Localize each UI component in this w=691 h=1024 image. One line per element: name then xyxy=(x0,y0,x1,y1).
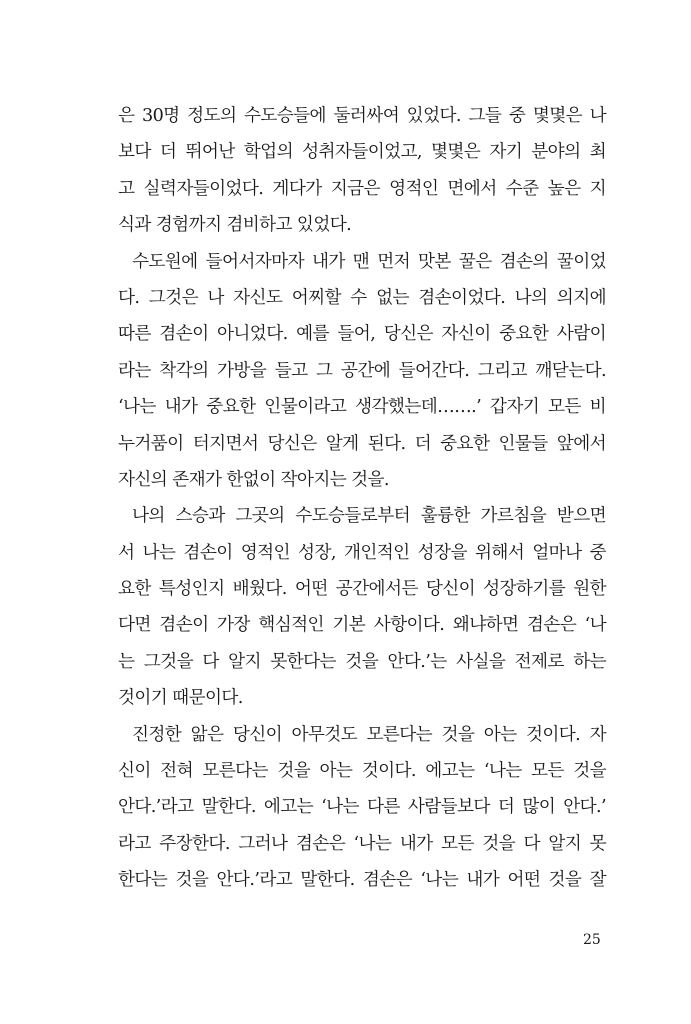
text-line: 안다.’라고 말한다. 에고는 ‘나는 다른 사람들보다 더 많이 안다.’ xyxy=(118,797,606,818)
page-number: 25 xyxy=(583,932,601,948)
text-line: 서 나는 겸손이 영적인 성장, 개인적인 성장을 위해서 얼마나 중 xyxy=(118,542,606,563)
text-line: 고 실력자들이었다. 게다가 지금은 영적인 면에서 수준 높은 지 xyxy=(118,178,606,199)
text-line: 라고 주장한다. 그러나 겸손은 ‘나는 내가 모든 것을 다 알지 못 xyxy=(118,833,606,854)
text-line: 자신의 존재가 한없이 작아지는 것을. xyxy=(118,469,389,490)
text-line: 한다는 것을 안다.’라고 말한다. 겸손은 ‘나는 내가 어떤 것을 잘 xyxy=(118,870,606,891)
text-line: 신이 전혀 모른다는 것을 아는 것이다. 에고는 ‘나는 모든 것을 xyxy=(118,761,606,782)
paragraph-first-line: 수도원에 들어서자마자 내가 맨 먼저 맛본 꿀은 겸손의 꿀이었 xyxy=(132,251,606,272)
paragraph-first-line: 진정한 앎은 당신이 아무것도 모른다는 것을 아는 것이다. 자 xyxy=(132,724,606,745)
text-line: 라는 착각의 가방을 들고 그 공간에 들어간다. 그리고 깨닫는다. xyxy=(118,360,606,381)
text-line: 다면 겸손이 가장 핵심적인 기본 사항이다. 왜냐하면 겸손은 ‘나 xyxy=(118,615,606,636)
text-line: 보다 더 뛰어난 학업의 성취자들이었고, 몇몇은 자기 분야의 최 xyxy=(118,142,606,163)
text-line: 요한 특성인지 배웠다. 어떤 공간에서든 당신이 성장하기를 원한 xyxy=(118,579,606,600)
text-line: 누거품이 터지면서 당신은 알게 된다. 더 중요한 인물들 앞에서 xyxy=(118,433,606,454)
paragraph-first-line: 나의 스승과 그곳의 수도승들로부터 훌륭한 가르침을 받으면 xyxy=(132,506,606,527)
text-line: ‘나는 내가 중요한 인물이라고 생각했는데…….’ 갑자기 모든 비 xyxy=(118,397,606,418)
text-line: 따른 겸손이 아니었다. 예를 들어, 당신은 자신이 중요한 사람이 xyxy=(118,324,606,345)
text-line: 식과 경험까지 겸비하고 있었다. xyxy=(118,215,352,236)
text-line: 다. 그것은 나 자신도 어찌할 수 없는 겸손이었다. 나의 의지에 xyxy=(118,287,606,308)
body-text xyxy=(118,98,606,899)
text-line: 것이기 때문이다. xyxy=(118,688,243,709)
text-line: 은 30명 정도의 수도승들에 둘러싸여 있었다. 그들 중 몇몇은 나 xyxy=(118,106,606,126)
text-line: 는 그것을 다 알지 못한다는 것을 안다.’는 사실을 전제로 하는 xyxy=(118,651,606,672)
